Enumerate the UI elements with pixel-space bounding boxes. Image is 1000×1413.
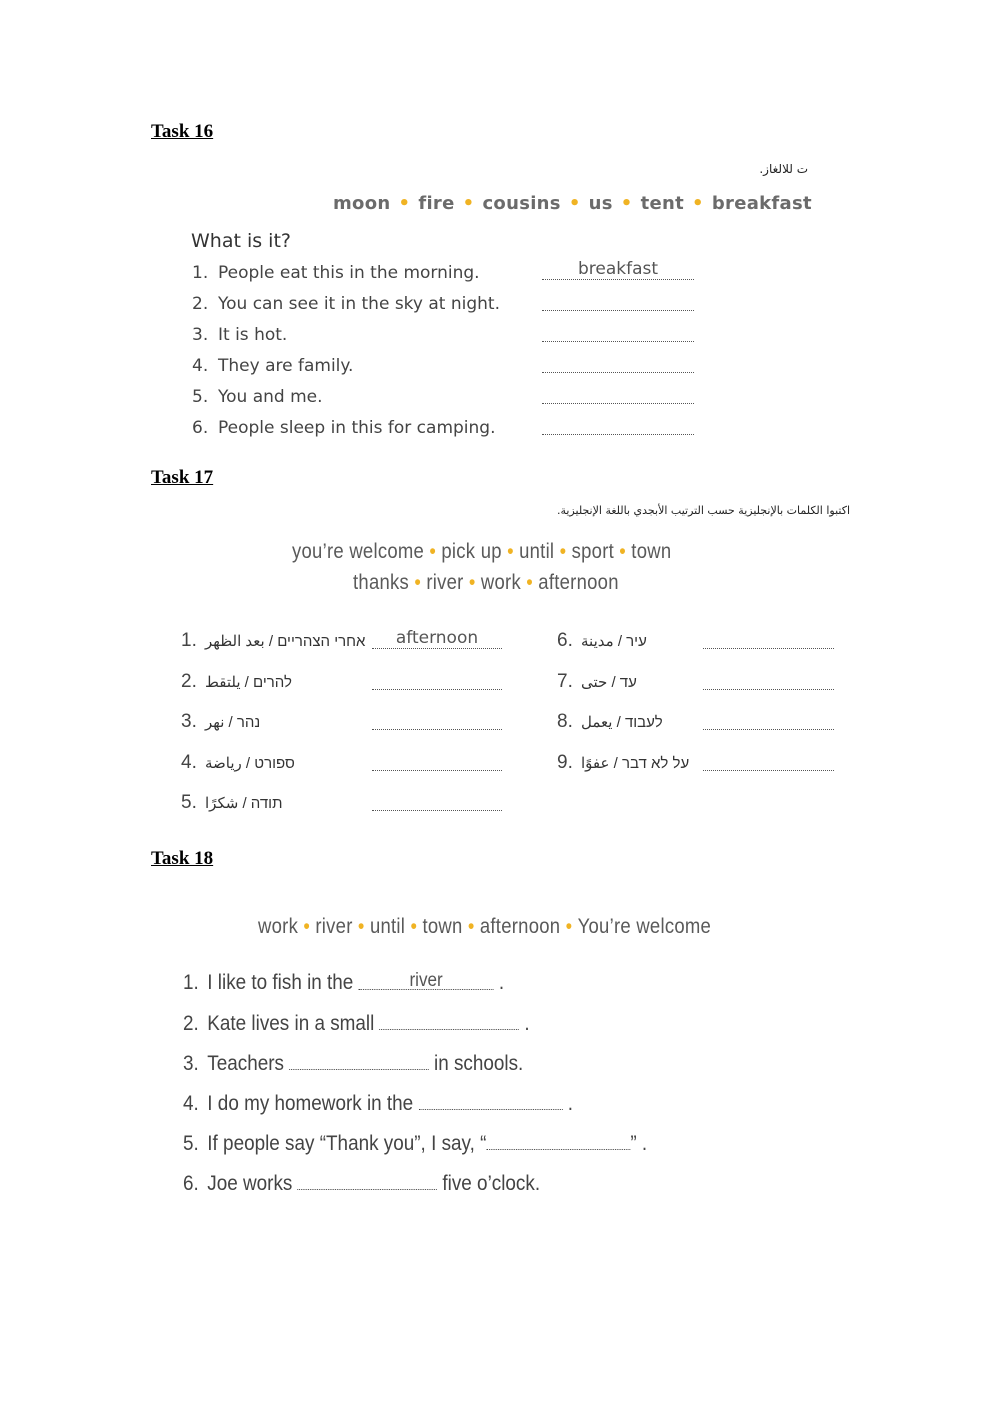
wordbank-word: breakfast xyxy=(711,193,812,214)
task16-question: 2. You can see it in the sky at night. xyxy=(192,294,501,314)
bullet-dot-icon: • xyxy=(619,540,627,563)
task17-answer-field[interactable] xyxy=(703,750,834,771)
task17-answer-field[interactable] xyxy=(372,750,502,771)
wordbank-word: tent xyxy=(640,193,685,214)
task17-answer-field[interactable] xyxy=(703,628,834,649)
task18-answer-field[interactable] xyxy=(418,1091,562,1110)
task16-heading: What is it? xyxy=(191,230,291,252)
task18-title: Task 18 xyxy=(151,848,214,869)
task17-title: Task 17 xyxy=(151,467,214,488)
task17-item: 4. ספורט / رياضة xyxy=(181,752,295,773)
wordbank-word: afternoon xyxy=(538,571,619,594)
task18-sentence: 4. I do my homework in the . xyxy=(183,1092,573,1115)
task17-wordbank-row2 xyxy=(353,571,619,595)
task17-answer-field[interactable] xyxy=(372,790,502,811)
wordbank-word: pick up xyxy=(441,540,502,563)
bullet-dot-icon: • xyxy=(507,540,514,563)
wordbank-word: sport xyxy=(571,540,615,563)
wordbank-word: thanks xyxy=(353,571,410,594)
task18-answer-field[interactable] xyxy=(298,1171,438,1190)
task17-instruction: اكتبوا الكلمات بالإنجليزية حسب الترتيب الأبجدي باللغة الإنجليزية. xyxy=(556,504,850,517)
bullet-dot-icon: • xyxy=(468,571,476,594)
wordbank-word: you’re welcome xyxy=(292,540,425,563)
task17-answer-field[interactable] xyxy=(703,709,834,730)
task16-question: 5. You and me. xyxy=(192,387,323,407)
task17-item: 6. עיר / مدينة xyxy=(557,630,647,651)
task18-answer-field[interactable] xyxy=(289,1051,428,1070)
task17-answer-field[interactable] xyxy=(703,669,834,690)
bullet-dot-icon: • xyxy=(692,193,704,214)
task18-sentence: 2. Kate lives in a small . xyxy=(183,1012,530,1035)
task17-item: 5. תודה / شكرًا xyxy=(181,792,283,813)
task18-sentence: 3. Teachers in schools. xyxy=(183,1052,524,1075)
wordbank-word: moon xyxy=(333,193,391,214)
task17-answer-field[interactable]: afternoon xyxy=(372,628,502,649)
task18-answer-field[interactable]: river xyxy=(359,971,494,990)
wordbank-word: You’re welcome xyxy=(577,915,712,938)
bullet-dot-icon: • xyxy=(429,540,437,563)
wordbank-word: cousins xyxy=(482,193,561,214)
task17-answer-field[interactable] xyxy=(372,669,502,690)
task17-item: 7. עד / حتى xyxy=(557,671,637,692)
wordbank-word: afternoon xyxy=(479,915,561,938)
wordbank-word: until xyxy=(519,540,555,563)
task16-question: 1. People eat this in the morning. xyxy=(192,263,480,283)
wordbank-word: town xyxy=(631,540,672,563)
bullet-dot-icon: • xyxy=(398,193,411,214)
bullet-dot-icon: • xyxy=(357,915,365,938)
task16-answer-field[interactable] xyxy=(542,383,694,404)
task18-wordbank xyxy=(258,915,711,939)
wordbank-word: work xyxy=(258,915,299,938)
wordbank-word: river xyxy=(315,915,353,938)
bullet-dot-icon: • xyxy=(303,915,311,938)
bullet-dot-icon: • xyxy=(568,193,581,214)
wordbank-word: work xyxy=(480,571,521,594)
task16-answer-field[interactable] xyxy=(542,352,694,373)
task16-title: Task 16 xyxy=(151,121,214,142)
bullet-dot-icon: • xyxy=(526,571,534,594)
task17-item: 3. נהר / نهر xyxy=(181,711,261,732)
wordbank-word: town xyxy=(422,915,463,938)
task18-sentence: 5. If people say “Thank you”, I say, “ ” . xyxy=(183,1132,648,1155)
task16-instruction: ت للالغاز. xyxy=(759,162,808,176)
bullet-dot-icon: • xyxy=(414,571,422,594)
task16-wordbank xyxy=(333,193,812,214)
task17-item: 8. לעבוד / يعمل xyxy=(557,711,663,732)
task17-wordbank-row1 xyxy=(292,540,671,564)
task16-answer-field[interactable] xyxy=(542,290,694,311)
task18-answer-field[interactable] xyxy=(380,1011,520,1030)
bullet-dot-icon: • xyxy=(467,915,475,938)
task16-answer-field[interactable] xyxy=(542,321,694,342)
wordbank-word: fire xyxy=(418,193,455,214)
task16-question: 6. People sleep in this for camping. xyxy=(192,418,496,438)
wordbank-word: river xyxy=(426,571,464,594)
wordbank-word: us xyxy=(588,193,613,214)
bullet-dot-icon: • xyxy=(410,915,418,938)
bullet-dot-icon: • xyxy=(559,540,567,563)
task17-item: 2. להרים / يلتقط xyxy=(181,671,292,692)
wordbank-word: until xyxy=(369,915,406,938)
task16-answer-field[interactable]: breakfast xyxy=(542,259,694,280)
task16-question: 3. It is hot. xyxy=(192,325,288,345)
bullet-dot-icon: • xyxy=(620,193,633,214)
task18-sentence: 1. I like to fish in the river . xyxy=(183,970,505,994)
task16-question: 4. They are family. xyxy=(192,356,354,376)
task17-answer-field[interactable] xyxy=(372,709,502,730)
task17-item: 9. על לא דבר / عفوًا xyxy=(557,752,690,773)
task18-sentence: 6. Joe works five o’clock. xyxy=(183,1172,541,1195)
bullet-dot-icon: • xyxy=(565,915,573,938)
task16-answer-field[interactable] xyxy=(542,414,694,435)
bullet-dot-icon: • xyxy=(462,193,475,214)
task18-answer-field[interactable] xyxy=(486,1131,630,1150)
task17-item: 1. אחרי הצהריים / بعد الظهر xyxy=(181,630,366,651)
